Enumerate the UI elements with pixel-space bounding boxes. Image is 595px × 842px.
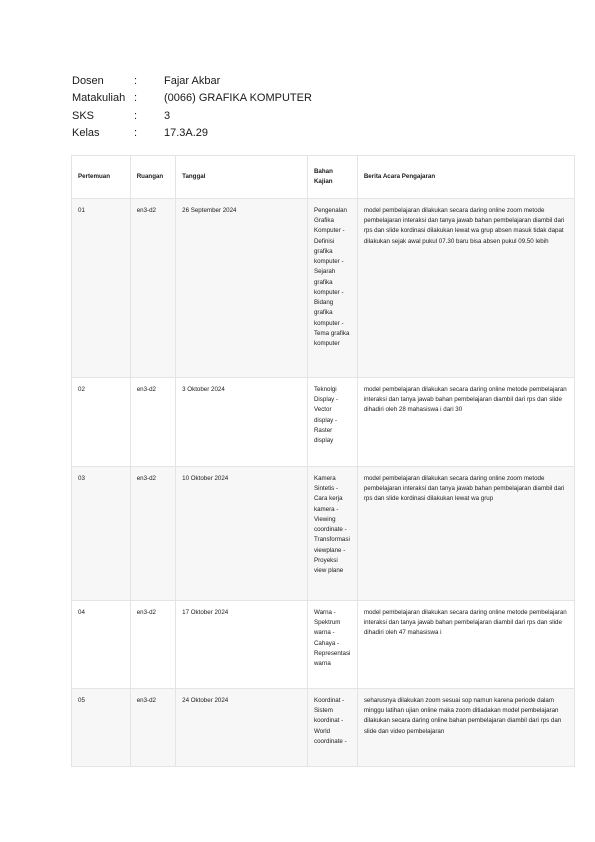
matakuliah-label: Matakuliah: [72, 92, 126, 105]
sks-label: SKS: [72, 109, 95, 122]
cell-tanggal: 26 September 2024: [176, 199, 308, 378]
cell-bahan-kajian: Kamera Sintetis - Cara kerja kamera - Viewing coordinate - Transformasi viewplane - Proyeksi view plane: [307, 467, 357, 601]
teaching-report-table: [71, 155, 575, 767]
kelas-row: [72, 125, 312, 143]
cell-tanggal: 3 Oktober 2024: [176, 378, 308, 467]
header-ruangan: Ruangan: [130, 156, 175, 199]
dosen-row: [72, 72, 312, 90]
cell-tanggal: 24 Oktober 2024: [176, 689, 308, 767]
cell-berita-acara: model pembelajaran dilakukan secara daring online zoom metode pembelajaran interaksi dan tanya jawab bahan pembelajaran diambil dari rps dan slide kordinasi dilakukan lewat wa grup absen masuk tidak dapat dilakukan sejak awal pukul 07.30 baru bisa absen pukul 09.50 lebih: [357, 199, 574, 378]
dosen-colon: :: [134, 74, 138, 87]
table-header-row: [72, 156, 575, 199]
dosen-label: Dosen: [72, 74, 104, 87]
cell-ruangan: en3-d2: [130, 467, 175, 601]
cell-ruangan: en3-d2: [130, 199, 175, 378]
cell-ruangan: en3-d2: [130, 378, 175, 467]
kelas-colon: :: [134, 127, 138, 140]
matakuliah-value: (0066) GRAFIKA KOMPUTER: [164, 92, 312, 105]
matakuliah-row: [72, 90, 312, 108]
cell-pertemuan: 05: [72, 689, 131, 767]
sks-row: [72, 107, 312, 125]
cell-ruangan: en3-d2: [130, 601, 175, 689]
cell-bahan-kajian: Pengenalan Grafika Komputer - Definisi grafika komputer - Sejarah grafika komputer - Bidang grafika komputer - Tema grafika komputer: [307, 199, 357, 378]
table-row: [72, 199, 575, 378]
header-bahan-kajian: Bahan Kajian: [307, 156, 357, 199]
cell-tanggal: 10 Oktober 2024: [176, 467, 308, 601]
table-row: [72, 689, 575, 767]
table-row: [72, 467, 575, 601]
kelas-label: Kelas: [72, 127, 100, 140]
cell-berita-acara: model pembelajaran dilakukan secara daring online metode pembelajaran interaksi dan tanya jawab bahan pembelajaran diambil dari rps dan slide dihadiri oleh 28 mahasiswa i dari 30: [357, 378, 574, 467]
table-row: [72, 601, 575, 689]
cell-berita-acara: seharusnya dilakukan zoom sesuai sop namun karena periode dalam minggu latihan ujian online maka zoom ditiadakan model pembelajaran dilakukan secara daring online bahan pembelajaran diambil dari rps dan slide dan video pembelajaran: [357, 689, 574, 767]
cell-pertemuan: 01: [72, 199, 131, 378]
cell-bahan-kajian: Warna - Spektrum warna - Cahaya - Representasi warna: [307, 601, 357, 689]
dosen-value: Fajar Akbar: [164, 74, 221, 87]
cell-berita-acara: model pembelajaran dilakukan secara daring online zoom metode pembelajaran interaksi dan tanya jawab bahan pembelajaran diambil dari rps dan slide kordinasi dilakukan lewat wa grup: [357, 467, 574, 601]
cell-bahan-kajian: Koordinat - Sistem koordinat - World coordinate -: [307, 689, 357, 767]
cell-pertemuan: 04: [72, 601, 131, 689]
cell-pertemuan: 03: [72, 467, 131, 601]
table-row: [72, 378, 575, 467]
header-tanggal: Tanggal: [176, 156, 308, 199]
course-info: [72, 72, 312, 142]
sks-colon: :: [134, 109, 138, 122]
cell-tanggal: 17 Oktober 2024: [176, 601, 308, 689]
cell-ruangan: en3-d2: [130, 689, 175, 767]
cell-berita-acara: model pembelajaran dilakukan secara daring online metode pembelajaran interaksi dan tanya jawab bahan pembelajaran diambil dari rps dan slide dihadiri oleh 47 mahasiswa i: [357, 601, 574, 689]
header-pertemuan: Pertemuan: [72, 156, 131, 199]
kelas-value: 17.3A.29: [164, 127, 209, 140]
matakuliah-colon: :: [134, 92, 138, 105]
header-berita-acara: Berita Acara Pengajaran: [357, 156, 574, 199]
cell-bahan-kajian: Teknolgi Display - Vector display - Raster display: [307, 378, 357, 467]
cell-pertemuan: 02: [72, 378, 131, 467]
sks-value: 3: [164, 109, 171, 122]
